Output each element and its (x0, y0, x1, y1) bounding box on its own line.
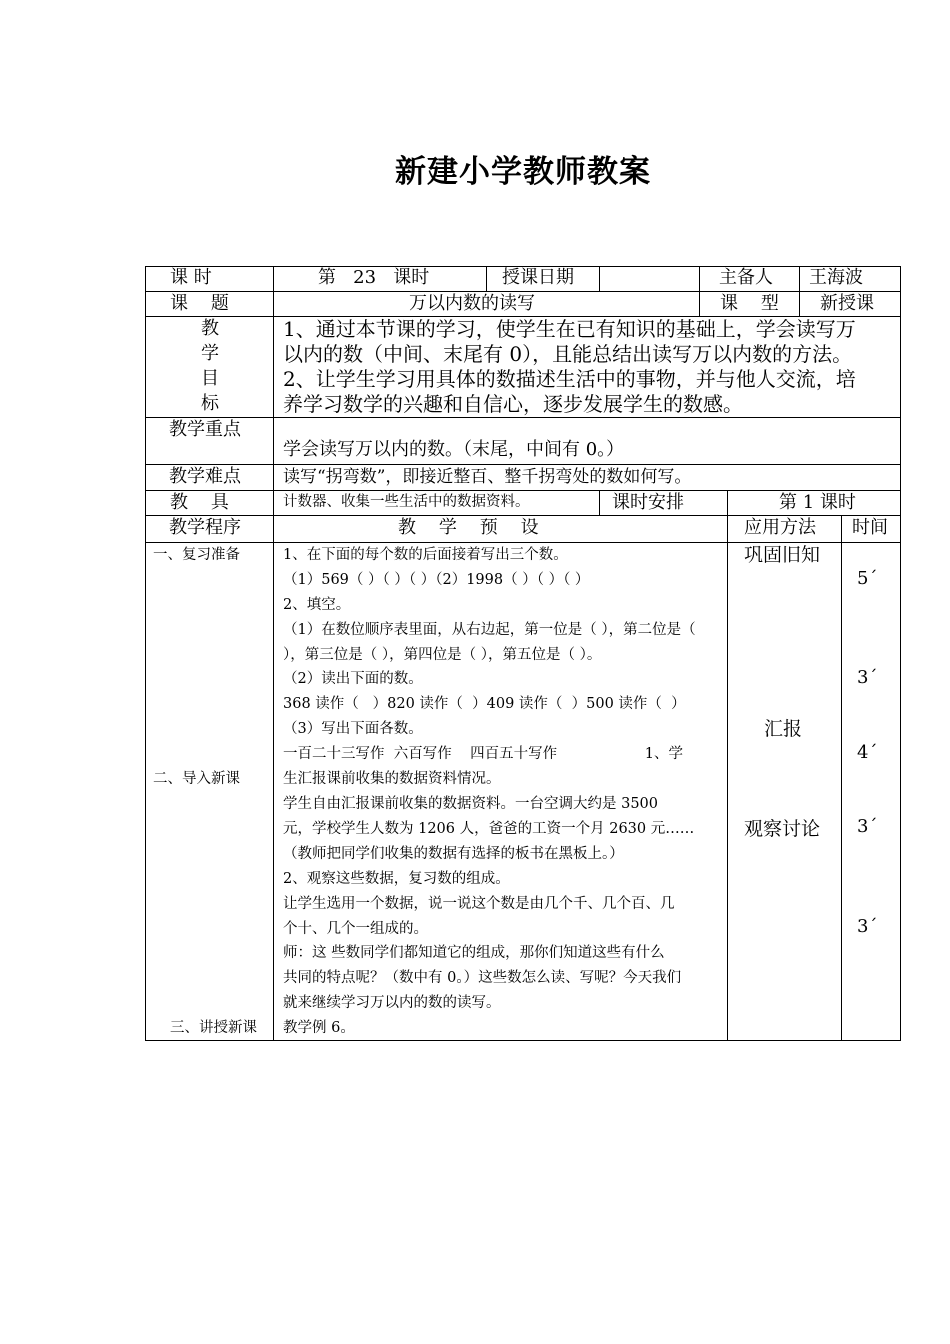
design-line: 教学例 6。 (283, 1020, 355, 1036)
topic-value: 万以内数的读写 (409, 293, 535, 314)
lesson-value: 第 23 课时 (318, 267, 430, 288)
preparer-label: 主备人 (719, 267, 773, 288)
goals-label-2: 学 (201, 343, 219, 364)
tools-label: 教 具 (170, 492, 229, 513)
design-line: （2）读出下面的数。 (283, 671, 423, 687)
design-line: 共同的特点呢？（数中有 0。）这些数怎么读、写呢？今天我们 (283, 970, 682, 986)
time-2: 3´ (857, 667, 878, 688)
goal-line-4: 养学习数学的兴趣和自信心，逐步发展学生的数感。 (283, 392, 743, 416)
time-3: 4´ (857, 742, 878, 763)
design-line: 2、填空。 (283, 597, 351, 613)
design-line: 2、观察这些数据，复习数的组成。 (283, 871, 510, 887)
design-line: （3）写出下面各数。 (283, 721, 423, 737)
schedule-label: 课时安排 (612, 492, 684, 513)
design-line: 学生自由汇报课前收集的数据资料。一台空调大约是 3500 (283, 796, 659, 812)
goal-line-2: 以内的数（中间、末尾有 0），且能总结出读写万以内数的方法。 (283, 342, 853, 366)
method-header: 应用方法 (744, 517, 816, 538)
focus-value: 学会读写万以内的数。（末尾，中间有 0。） (283, 439, 625, 460)
lesson-label: 课 时 (170, 267, 212, 288)
design-line: （教师把同学们收集的数据有选择的板书在黑板上。） (283, 846, 624, 862)
method-3: 观察讨论 (744, 818, 821, 840)
topic-label: 课 题 (170, 293, 229, 314)
design-line: 元，学校学生人数为 1206 人，爸爸的工资一个月 2630 元…… (283, 821, 695, 837)
design-line: 让学生选用一个数据，说一说这个数是由几个千、几个百、几 (283, 896, 675, 912)
design-line: 一百二十三写作 六百写作 四百五十写作 1、学 (283, 746, 683, 762)
time-5: 3´ (857, 916, 878, 937)
type-value: 新授课 (820, 293, 874, 314)
schedule-value: 第 1 课时 (779, 492, 856, 513)
design-header: 教 学 预 设 (398, 517, 539, 538)
design-line: 个十、几个一组成的。 (283, 921, 428, 937)
design-line: （1）在数位顺序表里面，从右边起，第一位是（ ），第二位是（ (283, 622, 696, 638)
time-1: 5´ (857, 568, 878, 589)
focus-label: 教学重点 (169, 419, 241, 440)
date-label: 授课日期 (502, 267, 574, 288)
steps-header: 教学程序 (169, 517, 241, 538)
step-1: 一、复习准备 (153, 547, 240, 563)
difficulty-label: 教学难点 (169, 466, 241, 487)
type-label: 课 型 (720, 293, 779, 314)
method-2: 汇报 (764, 718, 803, 740)
time-header: 时间 (852, 517, 888, 538)
design-line: 1、在下面的每个数的后面接着写出三个数。 (283, 547, 568, 563)
method-1: 巩固旧知 (744, 544, 821, 566)
goal-line-1: 1、通过本节课的学习，使学生在已有知识的基础上，学会读写万 (283, 317, 856, 341)
design-line: 就来继续学习万以内的数的读写。 (283, 995, 501, 1011)
goals-label-3: 目 (201, 368, 219, 389)
difficulty-value: 读写“拐弯数”，即接近整百、整千拐弯处的数如何写。 (283, 467, 692, 487)
document-title: 新建小学教师教案 (395, 154, 651, 190)
goals-label-1: 教 (201, 318, 219, 339)
step-3: 三、讲授新课 (170, 1020, 257, 1036)
goals-label-4: 标 (201, 393, 219, 414)
design-line: ），第三位是（ ），第四位是（ ），第五位是（ ）。 (283, 647, 602, 663)
design-line: 师：这 些数同学们都知道它的组成，那你们知道这些有什么 (283, 945, 665, 961)
goal-line-3: 2、让学生学习用具体的数描述生活中的事物，并与他人交流，培 (283, 367, 856, 391)
design-line: 368 读作（ ）820 读作（ ）409 读作（ ）500 读作（ ） (283, 696, 686, 712)
preparer-value: 王海波 (809, 267, 863, 288)
step-2: 二、导入新课 (153, 771, 240, 787)
design-line: （1）569（ ）（ ）（ ）（2）1998（ ）（ ）（ ） (283, 572, 590, 588)
tools-value: 计数器、收集一些生活中的数据资料。 (283, 494, 530, 510)
design-line: 生汇报课前收集的数据资料情况。 (283, 771, 501, 787)
time-4: 3´ (857, 816, 878, 837)
